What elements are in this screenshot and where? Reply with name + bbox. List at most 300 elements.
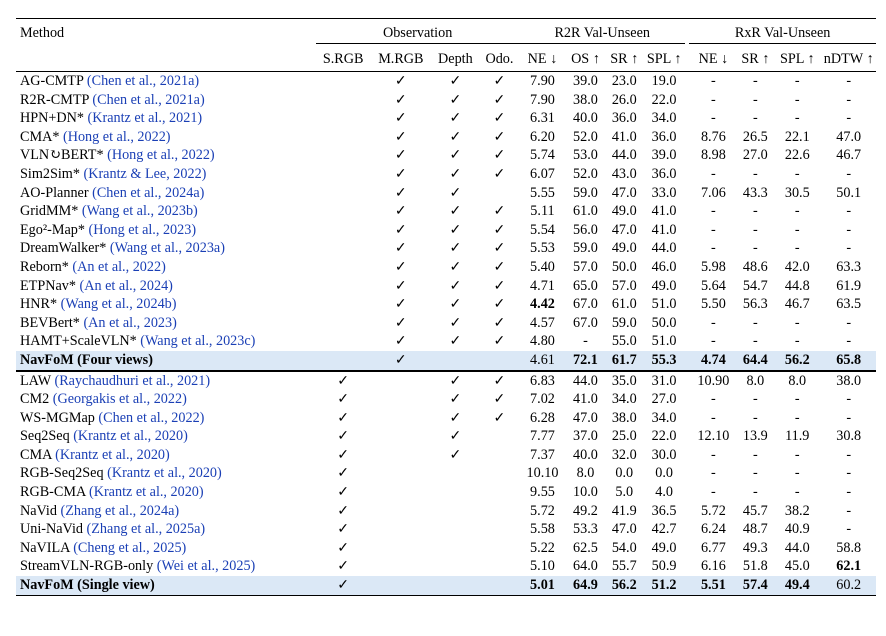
rxr-value-cell: 5.50 (700, 296, 726, 313)
r2r-value-cell: 40.0 (573, 110, 598, 127)
rxr-value-cell: - (752, 446, 758, 463)
rxr-value-cell: 10.90 (689, 371, 737, 391)
check-cell: ✓ (394, 110, 407, 127)
citation-link[interactable]: (Cheng et al., 2025) (73, 539, 187, 556)
citation-link[interactable]: (Raychaudhuri et al., 2021) (54, 372, 211, 389)
check-cell (316, 221, 371, 240)
check-cell: ✓ (449, 128, 462, 145)
r2r-value-cell: 49.0 (651, 539, 677, 556)
rxr-value-cell: 26.5 (742, 128, 768, 145)
r2r-value-cell: 7.37 (530, 446, 555, 463)
r2r-value-cell: 5.58 (530, 521, 555, 538)
rxr-value-cell: - (752, 91, 758, 108)
check-cell: ✓ (394, 203, 407, 220)
r2r-value-cell: 4.80 (530, 333, 555, 350)
rxr-value-cell: 64.4 (737, 351, 773, 371)
r2r-value-cell: 57.0 (573, 258, 598, 275)
r2r-value-cell: 22.0 (651, 428, 677, 445)
table-row (16, 483, 876, 502)
method-name: AG-CMTP (20, 73, 84, 89)
check-cell: ✓ (449, 110, 462, 127)
check-cell: ✓ (370, 72, 431, 91)
r2r-value-cell: 47.0 (611, 221, 637, 238)
r2r-value-cell: 49.0 (611, 240, 637, 257)
rxr-value-cell: 48.7 (742, 521, 768, 538)
rxr-value-cell: 5.72 (700, 502, 726, 519)
table-row (16, 390, 876, 409)
check-cell: ✓ (394, 333, 407, 350)
method-cell (16, 72, 316, 91)
r2r-value-cell: 52.0 (573, 165, 598, 182)
rxr-value-cell: 45.0 (784, 558, 810, 575)
check-cell (480, 520, 520, 539)
table-row (16, 91, 876, 110)
method-name: Ego²-Map* (20, 221, 85, 238)
rxr-value-cell: - (711, 446, 716, 463)
rxr-value-cell: - (794, 409, 800, 426)
check-cell: ✓ (449, 240, 462, 257)
rxr-value-cell: - (846, 446, 852, 463)
check-cell: ✓ (394, 296, 407, 313)
r2r-value-cell: 36.5 (651, 502, 677, 519)
r2r-value-cell: 64.0 (573, 558, 598, 575)
r2r-value-cell: 41.0 (651, 221, 677, 238)
method-name: Reborn* (20, 258, 69, 275)
citation-link[interactable]: (Wang et al., 2023b) (81, 203, 198, 220)
rxr-value-cell: - (711, 391, 716, 408)
rxr-value-cell: - (689, 72, 737, 91)
rxr-value-cell: 38.0 (821, 371, 876, 391)
r2r-value-cell: 41.0 (573, 391, 598, 408)
r2r-value-cell: 44.0 (611, 147, 637, 164)
r2r-value-cell: 38.0 (611, 409, 637, 426)
method-cell (16, 557, 316, 576)
rxr-value-cell: - (846, 521, 852, 538)
rxr-value-cell: 61.9 (836, 277, 862, 294)
check-cell (480, 351, 520, 371)
method-name: VLN↻BERT* (20, 147, 104, 164)
r2r-value-cell: 55.7 (611, 558, 637, 575)
citation-link[interactable]: (Chen et al., 2022) (98, 409, 205, 426)
rxr-value-cell: 49.4 (773, 576, 821, 595)
r2r-value-cell: 54.0 (611, 539, 637, 556)
r2r-value-cell: 49.0 (611, 203, 637, 220)
r2r-value-cell: 5.40 (530, 258, 555, 275)
r2r-value-cell: 43.0 (611, 165, 637, 182)
rxr-value-cell: - (711, 484, 716, 501)
citation-link[interactable]: (Wang et al., 2024b) (60, 296, 177, 313)
col-rxr-ne: NE ↓ (698, 51, 729, 67)
r2r-value-cell: 5.11 (530, 203, 555, 220)
method-name: CMA* (20, 128, 60, 145)
r2r-value-cell: 7.90 (530, 91, 555, 108)
r2r-value-cell: 40.0 (573, 446, 598, 463)
rxr-value-cell: 50.1 (836, 184, 862, 201)
check-cell (316, 277, 371, 296)
check-cell: ✓ (493, 314, 506, 331)
method-cell (16, 221, 316, 240)
rxr-value-cell: 22.1 (784, 128, 810, 145)
r2r-value-cell: 56.0 (573, 221, 598, 238)
rxr-value-cell: - (752, 465, 758, 482)
check-cell: ✓ (449, 333, 462, 350)
check-cell (480, 502, 520, 521)
method-cell (16, 446, 316, 465)
rxr-value-cell: 63.3 (836, 258, 862, 275)
r2r-value-cell: 36.0 (611, 110, 637, 127)
rxr-value-cell: 56.3 (742, 296, 768, 313)
check-cell: ✓ (493, 240, 506, 257)
check-cell (316, 351, 371, 371)
check-cell (370, 539, 431, 558)
citation-link[interactable]: (Krantz et al., 2020) (107, 465, 222, 482)
rxr-value-cell: - (846, 314, 852, 331)
r2r-value-cell: 51.0 (651, 333, 677, 350)
rxr-value-cell: - (794, 314, 800, 331)
r2r-value-cell: 39.0 (566, 72, 606, 91)
method-name: WS-MGMap (20, 409, 95, 426)
r2r-value-cell: 22.0 (651, 91, 677, 108)
check-cell: ✓ (337, 502, 350, 519)
method-name: HNR* (20, 296, 58, 313)
method-cell (16, 314, 316, 333)
header-rxr: RxR Val-Unseen (689, 19, 876, 48)
r2r-value-cell: 25.0 (611, 428, 637, 445)
check-cell (316, 128, 371, 147)
rxr-value-cell: 8.0 (773, 371, 821, 391)
r2r-value-cell: 61.7 (605, 351, 643, 371)
citation-link[interactable]: (An et al., 2023) (83, 314, 177, 331)
check-cell (316, 72, 371, 91)
table-row (16, 109, 876, 128)
r2r-value-cell: 39.0 (651, 147, 677, 164)
citation-link[interactable]: (Chen et al., 2021a) (86, 73, 200, 89)
r2r-value-cell: 26.0 (611, 91, 637, 108)
rxr-value-cell: 47.0 (836, 128, 862, 145)
r2r-value-cell: 6.20 (530, 128, 555, 145)
check-cell (431, 557, 479, 576)
rxr-value-cell: - (752, 165, 758, 182)
r2r-value-cell: 4.61 (519, 351, 565, 371)
r2r-value-cell: 49.0 (651, 277, 677, 294)
r2r-value-cell: 34.0 (611, 391, 637, 408)
table-row (16, 72, 876, 91)
rxr-value-cell: - (711, 333, 716, 350)
check-cell (316, 332, 371, 351)
r2r-value-cell: 46.0 (651, 258, 677, 275)
our-method-row (16, 351, 876, 371)
rxr-value-cell: - (752, 314, 758, 331)
method-cell (16, 390, 316, 409)
check-cell: ✓ (493, 110, 506, 127)
rxr-value-cell: 6.24 (700, 521, 726, 538)
r2r-value-cell: 0.0 (655, 465, 673, 482)
check-cell (431, 502, 479, 521)
method-cell (16, 128, 316, 147)
r2r-value-cell: 53.3 (573, 521, 598, 538)
method-cell (16, 502, 316, 521)
r2r-value-cell: 5.01 (519, 576, 565, 595)
rxr-value-cell: - (773, 72, 821, 91)
check-cell (370, 371, 431, 391)
method-cell (16, 295, 316, 314)
method-cell (16, 427, 316, 446)
r2r-value-cell: 51.0 (651, 296, 677, 313)
r2r-value-cell: 55.0 (611, 333, 637, 350)
citation-link[interactable]: (An et al., 2024) (79, 277, 173, 294)
r2r-value-cell: 23.0 (605, 72, 643, 91)
rxr-value-cell: 22.6 (784, 147, 810, 164)
check-cell (480, 557, 520, 576)
rxr-value-cell: 4.74 (689, 351, 737, 371)
method-name: R2R-CMTP (20, 91, 89, 108)
check-cell: ✓ (493, 128, 506, 145)
citation-link[interactable]: (Georgakis et al., 2022) (52, 391, 187, 408)
method-name: DreamWalker* (20, 240, 107, 257)
citation-link[interactable]: (Hong et al., 2022) (62, 128, 171, 145)
check-cell: ✓ (449, 203, 462, 220)
rxr-value-cell: - (794, 203, 800, 220)
r2r-value-cell: 62.5 (573, 539, 598, 556)
rxr-value-cell: - (846, 409, 852, 426)
r2r-value-cell: 19.0 (643, 72, 685, 91)
rxr-value-cell: - (711, 465, 716, 482)
rxr-value-cell: - (846, 110, 852, 127)
citation-link[interactable]: (Krantz et al., 2020) (88, 484, 204, 501)
method-name: NaVILA (20, 539, 70, 556)
r2r-value-cell: 42.7 (651, 521, 677, 538)
method-cell (16, 277, 316, 296)
method-cell (16, 371, 316, 391)
r2r-value-cell: 30.0 (651, 446, 677, 463)
check-cell: ✓ (449, 296, 462, 313)
col-depth: Depth (438, 51, 473, 67)
check-cell: ✓ (316, 371, 371, 391)
check-cell: ✓ (480, 72, 520, 91)
r2r-value-cell: 41.0 (651, 203, 677, 220)
rxr-value-cell: 5.51 (689, 576, 737, 595)
rxr-value-cell: 30.5 (784, 184, 810, 201)
check-cell (370, 576, 431, 595)
r2r-value-cell: 52.0 (573, 128, 598, 145)
r2r-value-cell: 8.0 (576, 465, 595, 482)
rxr-value-cell: - (794, 240, 800, 257)
method-cell (16, 483, 316, 502)
check-cell: ✓ (480, 371, 520, 391)
r2r-value-cell: 44.0 (566, 371, 606, 391)
check-cell (370, 557, 431, 576)
method-name: NaVid (20, 502, 57, 519)
col-odo: Odo. (485, 51, 514, 67)
check-cell: ✓ (449, 391, 462, 408)
check-cell (316, 165, 371, 184)
citation-link[interactable]: (Krantz et al., 2020) (55, 446, 170, 463)
method-name: LAW (20, 372, 51, 389)
rxr-value-cell: - (752, 203, 758, 220)
rxr-value-cell: 51.8 (742, 558, 768, 575)
citation-link[interactable]: (Hong et al., 2023) (88, 221, 197, 238)
r2r-value-cell: 47.0 (573, 409, 598, 426)
r2r-value-cell: 72.1 (566, 351, 606, 371)
table-row (16, 202, 876, 221)
check-cell: ✓ (493, 296, 506, 313)
rxr-value-cell: 46.7 (836, 147, 862, 164)
rxr-value-cell: 48.6 (742, 258, 768, 275)
r2r-value-cell: 5.0 (615, 484, 634, 501)
citation-link[interactable]: (Wang et al., 2023c) (140, 333, 256, 350)
r2r-value-cell: 50.9 (651, 558, 677, 575)
check-cell (431, 464, 479, 483)
table-row (16, 409, 876, 428)
citation-link[interactable]: (Krantz & Lee, 2022) (83, 165, 207, 182)
rxr-value-cell: - (711, 165, 716, 182)
citation-link[interactable]: (Hong et al., 2022) (107, 147, 215, 164)
rxr-value-cell: - (711, 221, 716, 238)
r2r-value-cell: 47.0 (611, 184, 637, 201)
rxr-value-cell: 63.5 (836, 296, 862, 313)
rxr-value-cell: 5.98 (700, 258, 726, 275)
check-cell (480, 464, 520, 483)
check-cell: ✓ (394, 128, 407, 145)
rxr-value-cell: 60.2 (821, 576, 876, 595)
results-body (16, 72, 876, 596)
method-name: ETPNav* (20, 277, 76, 294)
rxr-value-cell: 8.98 (700, 147, 726, 164)
rxr-value-cell: - (752, 240, 758, 257)
check-cell (316, 258, 371, 277)
check-cell: ✓ (394, 240, 407, 257)
r2r-value-cell: 49.2 (573, 502, 598, 519)
r2r-value-cell: 33.0 (651, 184, 677, 201)
r2r-value-cell: 37.0 (573, 428, 598, 445)
method-cell (16, 202, 316, 221)
method-name: RGB-CMA (20, 484, 86, 501)
check-cell: ✓ (493, 221, 506, 238)
check-cell (431, 483, 479, 502)
check-cell (480, 427, 520, 446)
check-cell: ✓ (449, 314, 462, 331)
check-cell (370, 502, 431, 521)
method-name: GridMM* (20, 203, 79, 220)
check-cell: ✓ (394, 91, 407, 108)
r2r-value-cell: 41.9 (611, 502, 637, 519)
r2r-value-cell: 59.0 (573, 184, 598, 201)
r2r-value-cell: 67.0 (573, 314, 598, 331)
citation-link[interactable]: (Zhang et al., 2025a) (86, 521, 206, 538)
check-cell (370, 483, 431, 502)
check-cell: ✓ (449, 258, 462, 275)
check-cell: ✓ (394, 314, 407, 331)
rxr-value-cell: 7.06 (700, 184, 726, 201)
method-name: HPN+DN* (20, 110, 84, 127)
r2r-value-cell: 41.0 (611, 128, 637, 145)
col-r2r-spl: SPL ↑ (646, 51, 682, 67)
table-row (16, 464, 876, 483)
check-cell (480, 483, 520, 502)
check-cell: ✓ (394, 147, 407, 164)
check-cell: ✓ (337, 446, 350, 463)
rxr-value-cell: 8.76 (700, 128, 726, 145)
citation-link[interactable]: (Chen et al., 2024a) (92, 184, 205, 201)
check-cell (370, 446, 431, 465)
rxr-value-cell: - (711, 91, 716, 108)
r2r-value-cell: - (583, 333, 588, 350)
r2r-value-cell: 6.28 (530, 409, 555, 426)
check-cell: ✓ (449, 184, 462, 201)
table-row (16, 446, 876, 465)
r2r-value-cell: 61.0 (573, 203, 598, 220)
check-cell: ✓ (493, 91, 506, 108)
check-cell (431, 576, 479, 595)
check-cell: ✓ (493, 277, 506, 294)
method-cell (16, 258, 316, 277)
r2r-value-cell: 61.0 (611, 296, 637, 313)
citation-link[interactable]: (Wei et al., 2025) (156, 558, 256, 575)
rxr-value-cell: - (846, 502, 852, 519)
rxr-value-cell: - (846, 165, 852, 182)
r2r-value-cell: 50.0 (611, 258, 637, 275)
method-cell (16, 332, 316, 351)
check-cell: ✓ (449, 277, 462, 294)
method-name: AO-Planner (20, 184, 89, 201)
citation-link[interactable]: (Chen et al., 2021a) (92, 91, 205, 108)
check-cell: ✓ (394, 258, 407, 275)
col-rxr-spl: SPL ↑ (779, 51, 815, 67)
r2r-value-cell: 4.71 (530, 277, 555, 294)
r2r-value-cell: 31.0 (643, 371, 685, 391)
r2r-value-cell: 35.0 (605, 371, 643, 391)
rxr-value-cell: 6.77 (700, 539, 726, 556)
rxr-value-cell: - (846, 91, 852, 108)
r2r-value-cell: 67.0 (573, 296, 598, 313)
rxr-value-cell: - (711, 110, 716, 127)
rxr-value-cell: - (752, 409, 758, 426)
r2r-value-cell: 10.0 (573, 484, 598, 501)
r2r-value-cell: 55.3 (643, 351, 685, 371)
method-name: CMA (20, 446, 52, 463)
method-name: NavFoM (Four views) (20, 351, 153, 368)
r2r-value-cell: 36.0 (651, 128, 677, 145)
method-cell (16, 351, 316, 371)
rxr-value-cell: - (737, 72, 773, 91)
citation-link[interactable]: (An et al., 2022) (72, 258, 166, 275)
method-name: HAMT+ScaleVLN* (20, 333, 137, 350)
table-row (16, 332, 876, 351)
check-cell (316, 314, 371, 333)
check-cell: ✓ (394, 221, 407, 238)
rxr-value-cell: 58.8 (836, 539, 862, 556)
rxr-value-cell: - (821, 72, 876, 91)
citation-link[interactable]: (Krantz et al., 2021) (87, 110, 203, 127)
check-cell: ✓ (449, 428, 462, 445)
check-cell (316, 109, 371, 128)
check-cell: ✓ (337, 409, 350, 426)
rxr-value-cell: 42.0 (784, 258, 810, 275)
citation-link[interactable]: (Krantz et al., 2020) (73, 428, 188, 445)
check-cell (480, 446, 520, 465)
rxr-value-cell: 43.3 (742, 184, 768, 201)
citation-link[interactable]: (Zhang et al., 2024a) (60, 502, 180, 519)
rxr-value-cell: 44.8 (784, 277, 810, 294)
citation-link[interactable]: (Wang et al., 2023a) (109, 240, 225, 257)
r2r-value-cell: 7.90 (519, 72, 565, 91)
rxr-value-cell: 38.2 (784, 502, 810, 519)
method-name: RGB-Seq2Seq (20, 465, 104, 482)
check-cell: ✓ (431, 371, 479, 391)
rxr-value-cell: 62.1 (836, 558, 862, 575)
r2r-value-cell: 5.53 (530, 240, 555, 257)
r2r-value-cell: 9.55 (530, 484, 555, 501)
